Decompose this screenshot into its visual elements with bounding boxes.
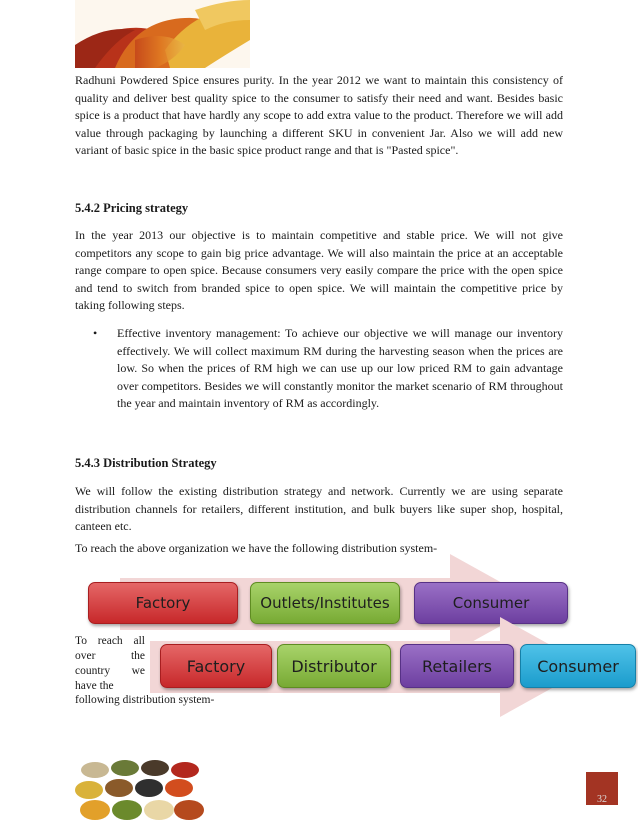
list-item [93,325,563,413]
side-text: To reach all over the country we have the [75,635,145,692]
chain-2-factory-box: Factory [160,644,272,688]
chain-1-factory-box: Factory [88,582,238,624]
distribution-paragraph-1: We will follow the existing distribution strategy and network. Currently we are using separate distribution channels for retailers, different institution, and bulk buyers like super shop, hospital, canteen etc. [75,484,563,533]
chain-1-consumer-box: Consumer [414,582,568,624]
pricing-strategy-heading: 5.4.2 Pricing strategy [75,201,189,215]
bullet-text: Effective inventory management: To achieve our objective we will manage our inventory effectively. We will collect maximum RM during the harvesting season when the prices are low. So when the prices of RM high we can use up our low priced RM to gain advantage over competitors. Besides we will constantly monitor the market scenario of RM throughout the year and maintain inventory of RM as accordingly. [117,326,563,410]
spice-powders-image [75,0,250,68]
chain-2-distributor-box: Distributor [277,644,391,688]
page-number-text: 32 [597,794,607,805]
side-text-tail: following distribution system- [75,694,215,706]
pricing-strategy-paragraph: In the year 2013 our objective is to maintain competitive and stable price. We will not give competitors any scope to gain big price advantage. We will also maintain the price at an acceptable range compare to open spice. Because consumers very easily compare the price with the open spice and tend to switch from branded spice to open spice. We will maintain the competitive price by taking following steps. [75,228,563,312]
chain-1-outlets-box: Outlets/Institutes [250,582,400,624]
page-number [586,772,618,805]
intro-paragraph: Radhuni Powdered Spice ensures purity. In the year 2012 we want to maintain this consistency of quality and deliver best quality spice to the consumer to satisfy their need and want. Besides basic spice is a product that have hardly any scope to add extra value to the product. Therefore we will add value through packaging by launching a different SKU in convenient Jar. Also we will add new variant of basic spice in the basic spice product range and that is "Pasted spice". [75,73,563,157]
spice-bowls-image [75,756,207,824]
chain-2-retailers-box: Retailers [400,644,514,688]
chain-2-consumer-box: Consumer [520,644,636,688]
pricing-bullet-list [93,325,563,413]
distribution-paragraph-2: To reach the above organization we have the following distribution system- [75,541,438,555]
bullet-icon: • [93,326,98,340]
distribution-strategy-heading: 5.4.3 Distribution Strategy [75,456,217,470]
